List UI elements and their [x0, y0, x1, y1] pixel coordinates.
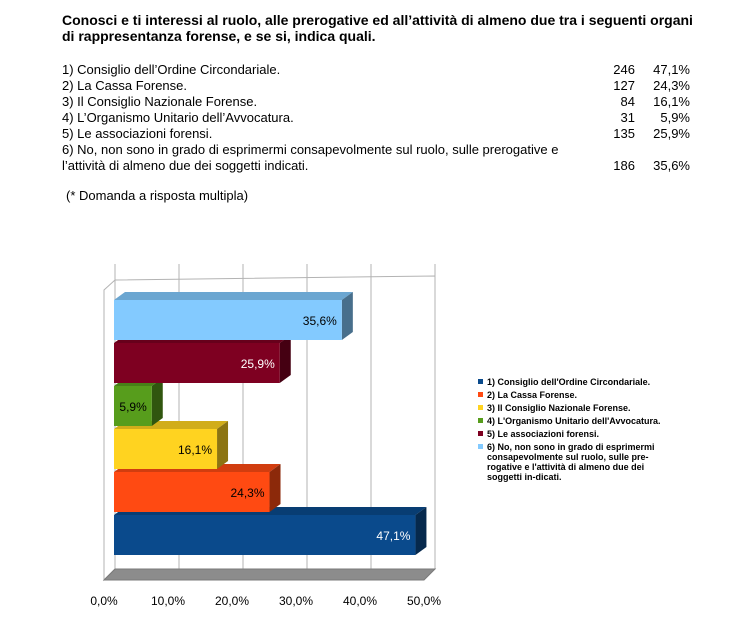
tick-label: 0,0%	[90, 594, 118, 608]
legend-item	[478, 377, 678, 387]
bar-side	[342, 292, 353, 340]
answer-row	[62, 110, 692, 126]
answer-row	[62, 126, 692, 142]
legend-label: 3) Il Consiglio Nazionale Forense.	[487, 403, 631, 413]
bar-top	[114, 292, 353, 300]
answer-count: 84	[620, 94, 635, 109]
legend-swatch	[478, 431, 483, 436]
answer-percent: 25,9%	[653, 126, 690, 141]
answer-percent: 47,1%	[653, 62, 690, 77]
answer-count: 31	[620, 110, 635, 125]
data-label: 16,1%	[178, 443, 213, 457]
legend-swatch	[478, 418, 483, 423]
legend-item	[478, 442, 678, 482]
answer-row	[62, 142, 692, 174]
legend-item	[478, 429, 678, 439]
answer-percent: 24,3%	[653, 78, 690, 93]
bar-side	[217, 421, 228, 469]
legend-swatch	[478, 392, 483, 397]
answer-label: 2) La Cassa Forense.	[62, 78, 188, 93]
answer-count: 246	[613, 62, 635, 77]
legend-item	[478, 390, 678, 400]
legend-swatch	[478, 405, 483, 410]
answer-row	[62, 78, 692, 94]
legend-label: 5) Le associazioni forensi.	[487, 429, 600, 439]
answer-count: 127	[613, 78, 635, 93]
legend-label: 1) Consiglio dell'Ordine Circondariale.	[487, 377, 651, 387]
answer-row	[62, 62, 692, 78]
data-label: 5,9%	[119, 400, 147, 414]
tick-label: 40,0%	[342, 594, 378, 608]
tick-label: 30,0%	[278, 594, 314, 608]
multiple-choice-note: (* Domanda a risposta multipla)	[66, 188, 249, 203]
answer-label: 6) No, non sono in grado di esprimermi consapevolmente sul ruolo, sulle prerogative e l’attività di almeno due dei soggetti indicati.	[62, 142, 559, 173]
bar	[114, 515, 415, 555]
legend-label: 4) L'Organismo Unitario dell'Avvocatura.	[487, 416, 661, 426]
answer-label: 5) Le associazioni forensi.	[62, 126, 213, 141]
answer-row	[62, 94, 692, 110]
question-title: Conosci e ti interessi al ruolo, alle prerogative ed all’attività di almeno due tra i seguenti organi di rappresentanza forense, e se si, indica quali.	[62, 12, 693, 44]
answer-list	[62, 62, 692, 174]
bar-side	[270, 464, 281, 512]
answer-count: 186	[613, 158, 635, 173]
tick-label: 20,0%	[214, 594, 250, 608]
answer-percent: 35,6%	[653, 158, 690, 173]
data-label: 35,6%	[302, 314, 337, 328]
chart-floor	[104, 569, 435, 580]
answer-label: 3) Il Consiglio Nazionale Forense.	[62, 94, 258, 109]
answer-label: 1) Consiglio dell’Ordine Circondariale.	[62, 62, 281, 77]
tick-label: 50,0%	[406, 594, 442, 608]
chart-side-wall	[104, 280, 115, 580]
legend-swatch	[478, 379, 483, 384]
bar-side	[280, 335, 291, 383]
answer-percent: 5,9%	[660, 110, 690, 125]
tick-label: 10,0%	[150, 594, 186, 608]
answer-count: 135	[613, 126, 635, 141]
data-label: 25,9%	[240, 357, 275, 371]
legend-label: 2) La Cassa Forense.	[487, 390, 578, 400]
legend-swatch	[478, 444, 483, 449]
bar-side	[152, 378, 163, 426]
answer-label: 4) L’Organismo Unitario dell’Avvocatura.	[62, 110, 294, 125]
answer-percent: 16,1%	[653, 94, 690, 109]
data-label: 24,3%	[230, 486, 265, 500]
data-label: 47,1%	[376, 529, 411, 543]
legend-label: 6) No, non sono in grado di esprimermi consapevolmente sul ruolo, sulle pre-rogative e l'attività di almeno due dei soggetti in-dicati.	[487, 442, 655, 482]
legend-item	[478, 403, 678, 413]
bar-side	[415, 507, 426, 555]
legend-item	[478, 416, 678, 426]
chart-legend	[478, 377, 678, 485]
